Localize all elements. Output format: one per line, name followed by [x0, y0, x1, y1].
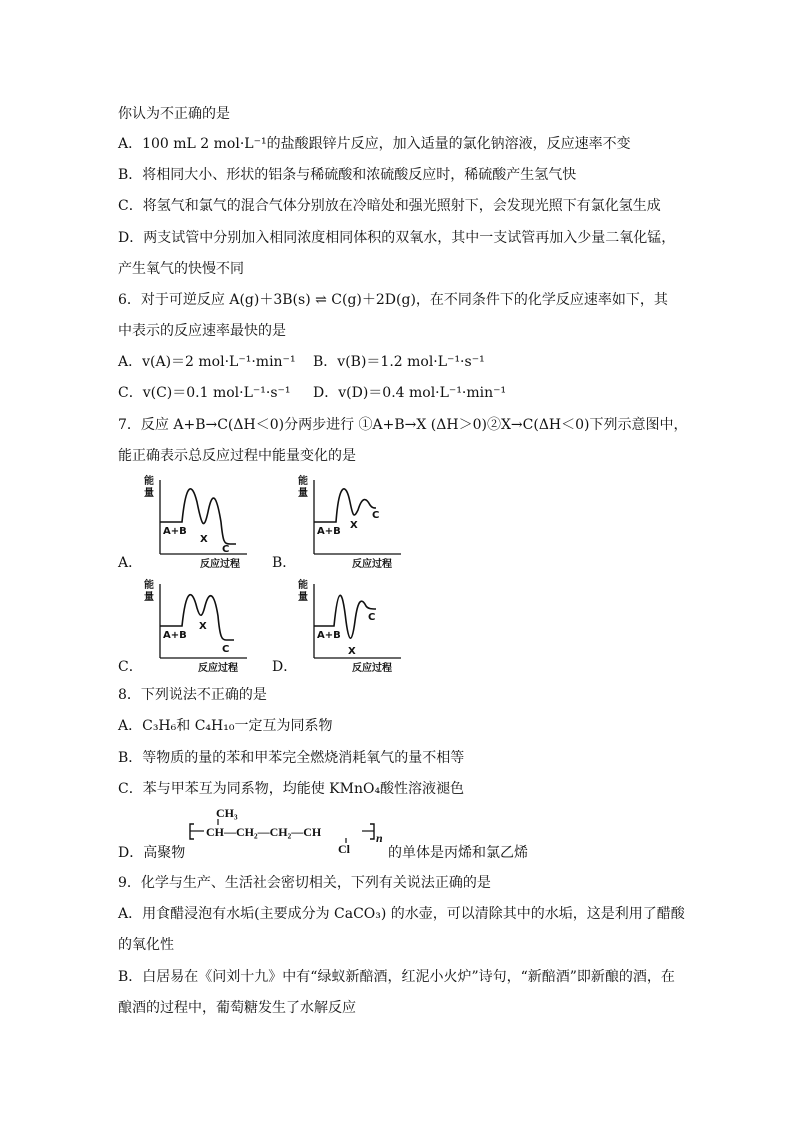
product-label: C [368, 612, 376, 623]
intermediate-label: X [200, 534, 208, 545]
text-line: D．高聚物 [118, 845, 186, 861]
graph-option-a-label: A． [118, 555, 143, 571]
text-line: 能正确表示总反应过程中能量变化的是 [118, 448, 356, 464]
reactants-label: A+B [317, 630, 341, 641]
text-line: B．白居易在《问刘十九》中有“绿蚁新醅酒，红泥小火炉”诗句，“新醅酒”即新酿的酒，在 [118, 969, 675, 985]
intermediate-label: X [350, 520, 358, 531]
reactants-label: A+B [163, 526, 187, 537]
intermediate-label: X [348, 646, 356, 657]
product-label: C [372, 510, 380, 521]
energy-graph-d [296, 576, 416, 676]
question-9-stem: 9．化学与生产、生活社会密切相关，下列有关说法正确的是 [118, 875, 491, 891]
text-line: 你认为不正确的是 [118, 106, 230, 122]
intermediate-label: X [199, 621, 207, 632]
text-line: A．100 mL 2 mol·L⁻¹的盐酸跟锌片反应，加入适量的氯化钠溶液，反应速率不变 [118, 136, 631, 152]
text-line: 的单体是丙烯和氯乙烯 [388, 845, 528, 861]
text-line: A．C₃H₆和 C₄H₁₀一定互为同系物 [118, 718, 333, 734]
y-axis-label: 能 [298, 580, 308, 591]
y-axis-label: 量 [298, 488, 308, 499]
polymer-chain: CH—CH₂—CH₂—CH [206, 825, 322, 839]
x-axis-label: 反应过程 [352, 663, 392, 674]
text-line: B．将相同大小、形状的铝条与稀硫酸和浓硫酸反应时，稀硫酸产生氢气快 [118, 167, 577, 183]
option-b: B．v(B)＝1.2 mol·L⁻¹·s⁻¹ [313, 354, 485, 370]
y-axis-label: 量 [144, 488, 154, 499]
energy-graph-a [142, 472, 262, 572]
y-axis-label: 能 [298, 476, 308, 487]
text-line: 酿酒的过程中，葡萄糖发生了水解反应 [118, 1000, 356, 1016]
text-line: 的氧化性 [118, 937, 174, 953]
methyl-group: CH₃ [216, 806, 238, 820]
text-line: 中表示的反应速率最快的是 [118, 323, 286, 339]
question-7-stem: 7．反应 A+B→C(ΔH＜0)分两步进行 ①A+B→X (ΔH＞0)②X→C(ΔH＜0)下列示意图中， [118, 417, 688, 433]
product-label: C [222, 644, 230, 655]
text-line: D．两支试管中分别加入相同浓度相同体积的双氧水，其中一支试管再加入少量二氧化锰， [118, 230, 676, 246]
reactants-label: A+B [317, 526, 341, 537]
energy-graph-c [142, 576, 262, 676]
graph-option-d-label: D． [272, 659, 298, 675]
repeat-n: n [376, 831, 383, 845]
question-6-stem: 6．对于可逆反应 A(g)＋3B(s) ⇌ C(g)＋2D(g)，在不同条件下的化学反应速率如下，其 [118, 292, 668, 308]
y-axis-label: 能 [144, 476, 154, 487]
x-axis-label: 反应过程 [352, 559, 392, 570]
chloro-group: Cl [338, 842, 350, 854]
product-label: C [222, 544, 230, 555]
text-line: C．苯与甲苯互为同系物，均能使 KMnO₄酸性溶液褪色 [118, 781, 465, 797]
y-axis-label: 量 [144, 592, 154, 603]
energy-graph-b [296, 472, 416, 572]
y-axis-label: 能 [144, 580, 154, 591]
text-line: A．用食醋浸泡有水垢(主要成分为 CaCO₃) 的水壶，可以清除其中的水垢，这是利用了醋酸 [118, 906, 685, 922]
y-axis-label: 量 [298, 592, 308, 603]
graph-option-c-label: C． [118, 659, 143, 675]
text-line: B．等物质的量的苯和甲苯完全燃烧消耗氧气的量不相等 [118, 750, 465, 766]
x-axis-label: 反应过程 [198, 663, 238, 674]
graph-option-b-label: B． [272, 555, 297, 571]
text-line: 产生氧气的快慢不同 [118, 261, 244, 277]
reactants-label: A+B [163, 630, 187, 641]
polymer-structure [186, 806, 386, 854]
option-c: C．v(C)＝0.1 mol·L⁻¹·s⁻¹ [118, 385, 291, 401]
option-d: D．v(D)＝0.4 mol·L⁻¹·min⁻¹ [313, 385, 507, 401]
text-line: C．将氢气和氯气的混合气体分别放在冷暗处和强光照射下，会发现光照下有氯化氢生成 [118, 198, 661, 214]
x-axis-label: 反应过程 [200, 559, 240, 570]
question-8-stem: 8．下列说法不正确的是 [118, 687, 267, 703]
option-a: A．v(A)＝2 mol·L⁻¹·min⁻¹ [118, 354, 296, 370]
